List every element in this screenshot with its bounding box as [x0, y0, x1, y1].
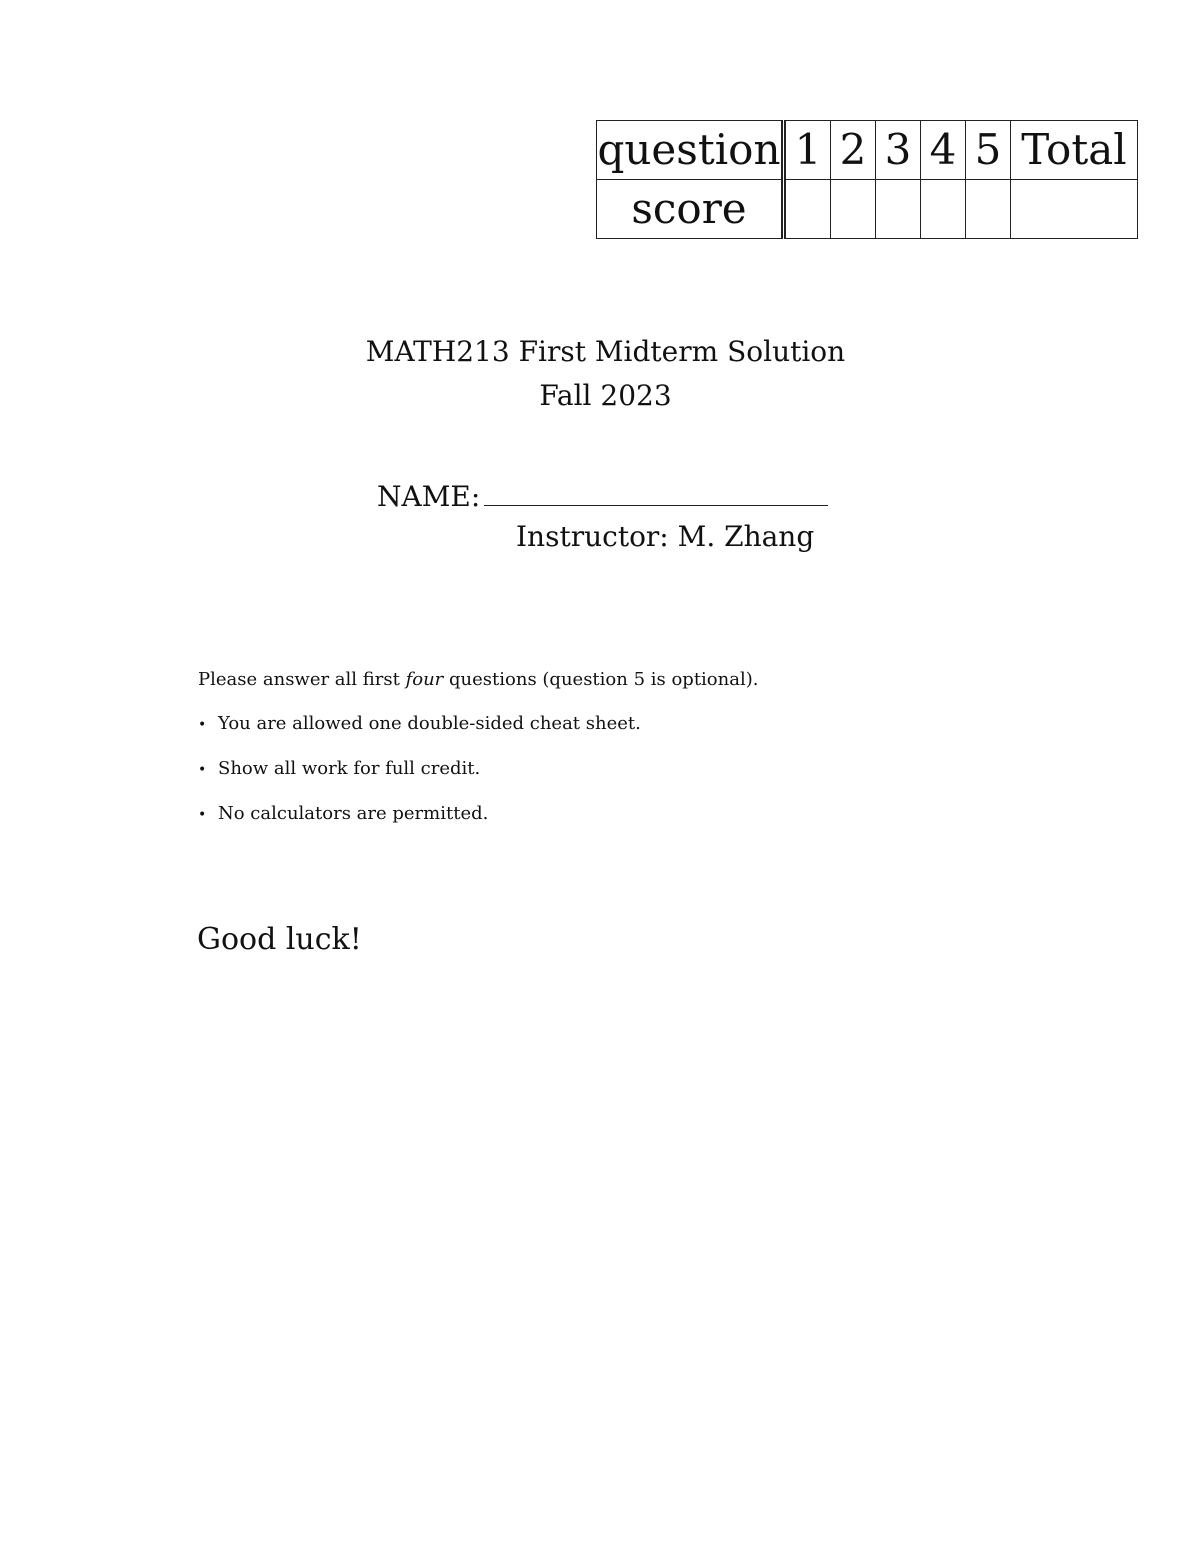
question-3-cell: 3: [876, 121, 921, 180]
score-cell-5: [966, 180, 1011, 239]
bullet-icon: •: [198, 762, 207, 778]
title-line-term: Fall 2023: [539, 379, 672, 412]
question-1-cell: 1: [784, 121, 831, 180]
score-cell-3: [876, 180, 921, 239]
name-label: NAME:: [377, 480, 481, 513]
closing-text: Good luck!: [197, 922, 362, 957]
score-cell-4: [921, 180, 966, 239]
title-line-course: MATH213 First Midterm Solution: [365, 335, 846, 368]
score-cell-total: [1011, 180, 1138, 239]
list-item: [198, 755, 641, 800]
instructions-list: [198, 710, 641, 845]
instructions-intro: [198, 666, 758, 694]
score-table-score-row: [597, 180, 1138, 239]
list-item: [198, 710, 641, 755]
list-item-text: Show all work for full credit.: [218, 758, 481, 779]
list-item-text: No calculators are permitted.: [218, 803, 489, 824]
question-header-cell: question: [597, 121, 784, 180]
score-table-header-row: [597, 121, 1138, 180]
score-cell-1: [784, 180, 831, 239]
score-label-cell: score: [597, 180, 784, 239]
bullet-icon: •: [198, 807, 207, 823]
instructions-text-before: Please answer all first: [198, 669, 406, 690]
question-2-cell: 2: [831, 121, 876, 180]
score-cell-2: [831, 180, 876, 239]
total-header-cell: Total: [1011, 121, 1138, 180]
question-4-cell: 4: [921, 121, 966, 180]
question-5-cell: 5: [966, 121, 1011, 180]
instructions-text-after: questions (question 5 is optional).: [443, 669, 759, 690]
instructions-emphasis: four: [405, 669, 444, 690]
instructor-line: Instructor: M. Zhang: [516, 520, 815, 553]
bullet-icon: •: [198, 717, 207, 733]
list-item: [198, 800, 641, 845]
score-table: [596, 120, 1138, 239]
name-field: [377, 473, 828, 516]
name-blank-line: [484, 473, 828, 506]
list-item-text: You are allowed one double-sided cheat sheet.: [218, 713, 641, 734]
